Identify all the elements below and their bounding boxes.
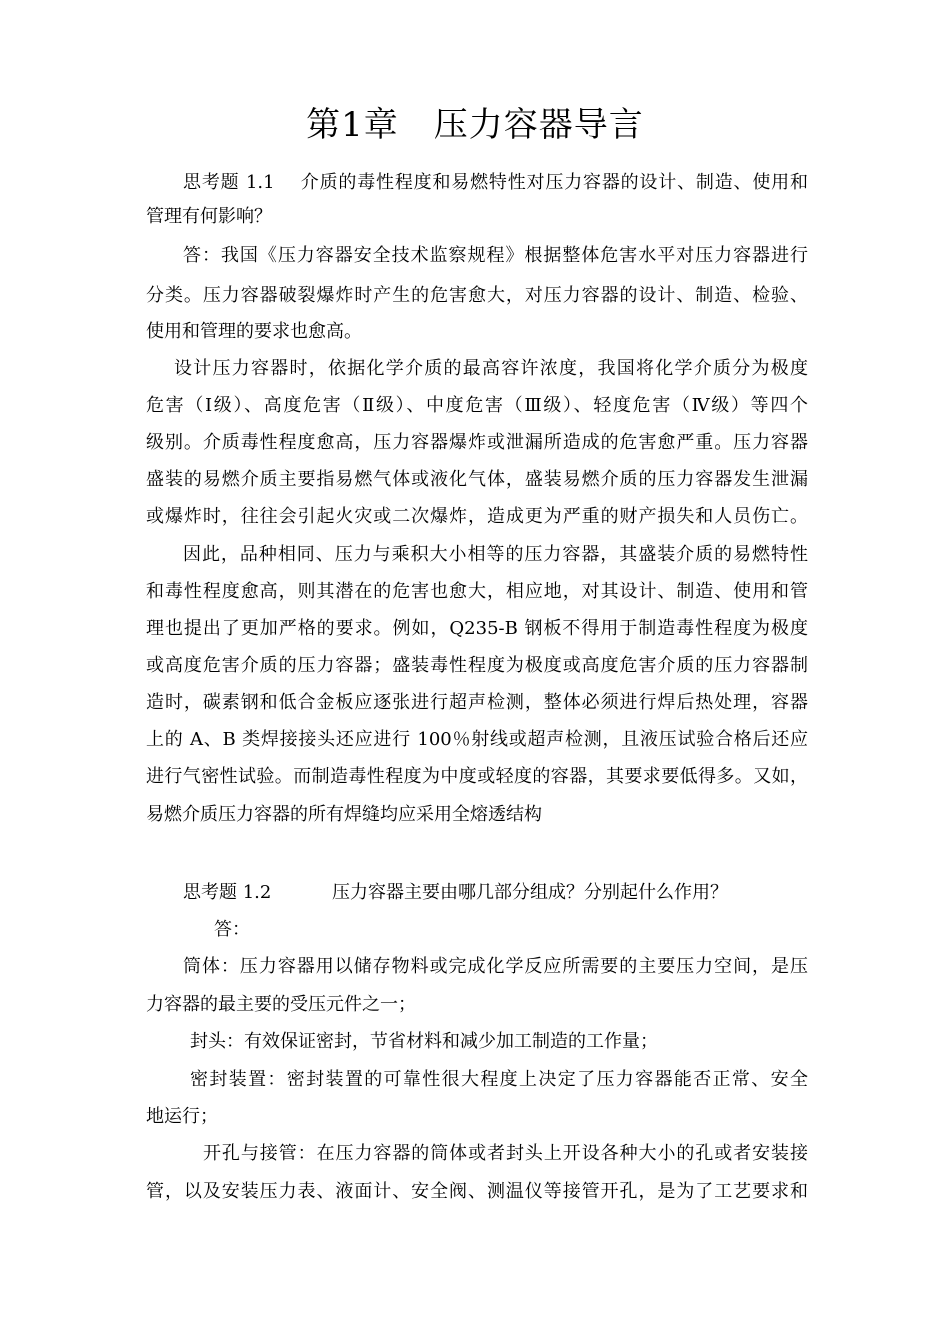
- answer-1-1-p3-line-6: 上的 A、B 类焊接接头还应进行 100％射线或超声检测，且液压试验合格后还应: [146, 729, 808, 750]
- answer-1-1-p2-line-1: 设计压力容器时，依据化学介质的最高容许浓度，我国将化学介质分为极度: [174, 358, 808, 379]
- answer-1-1-p1-line-3: 使用和管理的要求也愈高。: [146, 321, 362, 342]
- answer-1-1-p3-line-1: 因此，品种相同、压力与乘积大小相等的压力容器，其盛装介质的易燃特性: [183, 544, 808, 565]
- answer-seal-line-2: 地运行；: [146, 1106, 218, 1127]
- answer-1-1-p1-line-1: 答：我国《压力容器安全技术监察规程》根据整体危害水平对压力容器进行: [183, 245, 808, 266]
- answer-1-1-p2-line-4: 盛装的易燃介质主要指易燃气体或液化气体，盛装易燃介质的压力容器发生泄漏: [146, 469, 808, 490]
- chapter-title: 第1章 压力容器导言: [306, 105, 644, 145]
- answer-shell-line-2: 力容器的最主要的受压元件之一；: [146, 994, 416, 1015]
- answer-1-1-p3-line-4: 或高度危害介质的压力容器；盛装毒性程度为极度或高度危害介质的压力容器制: [146, 655, 808, 676]
- answer-1-1-p3-line-2: 和毒性程度愈高，则其潜在的危害也愈大，相应地，对其设计、制造、使用和管: [146, 581, 808, 602]
- answer-1-2-label: 答：: [214, 919, 250, 940]
- answer-shell-line-1: 筒体：压力容器用以储存物料或完成化学反应所需要的主要压力空间，是压: [183, 956, 808, 977]
- question-1-1-line-2: 管理有何影响？: [146, 206, 272, 227]
- question-1-2-number: 思考题 1.2: [183, 882, 272, 903]
- answer-nozzle-line-1: 开孔与接管：在压力容器的筒体或者封头上开设各种大小的孔或者安装接: [203, 1143, 808, 1164]
- answer-1-1-p3-line-3: 理也提出了更加严格的要求。例如，Q235-B 钢板不得用于制造毒性程度为极度: [146, 618, 808, 639]
- answer-1-1-p3-line-7: 进行气密性试验。而制造毒性程度为中度或轻度的容器，其要求要低得多。又如，: [146, 766, 808, 787]
- answer-nozzle-line-2: 管，以及安装压力表、液面计、安全阀、测温仪等接管开孔，是为了工艺要求和: [146, 1181, 808, 1202]
- answer-1-1-p1-line-2: 分类。压力容器破裂爆炸时产生的危害愈大，对压力容器的设计、制造、检验、: [146, 285, 808, 306]
- question-1-2-text: 压力容器主要由哪几部分组成？分别起什么作用？: [332, 882, 728, 903]
- answer-1-1-p3-line-8: 易燃介质压力容器的所有焊缝均应采用全熔透结构: [146, 804, 542, 825]
- answer-1-1-p2-line-3: 级别。介质毒性程度愈高，压力容器爆炸或泄漏所造成的危害愈严重。压力容器: [146, 432, 808, 453]
- answer-seal-line-1: 密封装置：密封装置的可靠性很大程度上决定了压力容器能否正常、安全: [190, 1069, 808, 1090]
- answer-1-1-p2-line-2: 危害（Ⅰ级）、高度危害（Ⅱ级）、中度危害（Ⅲ级）、轻度危害（Ⅳ级）等四个: [146, 395, 808, 416]
- answer-1-1-p3-line-5: 造时，碳素钢和低合金板应逐张进行超声检测，整体必须进行焊后热处理，容器: [146, 692, 808, 713]
- answer-1-1-p2-line-5: 或爆炸时，往往会引起火灾或二次爆炸，造成更为严重的财产损失和人员伤亡。: [146, 506, 808, 527]
- answer-head-line: 封头：有效保证密封，节省材料和减少加工制造的工作量；: [190, 1031, 658, 1052]
- question-1-1-line-1: 思考题 1.1 介质的毒性程度和易燃特性对压力容器的设计、制造、使用和: [183, 172, 808, 193]
